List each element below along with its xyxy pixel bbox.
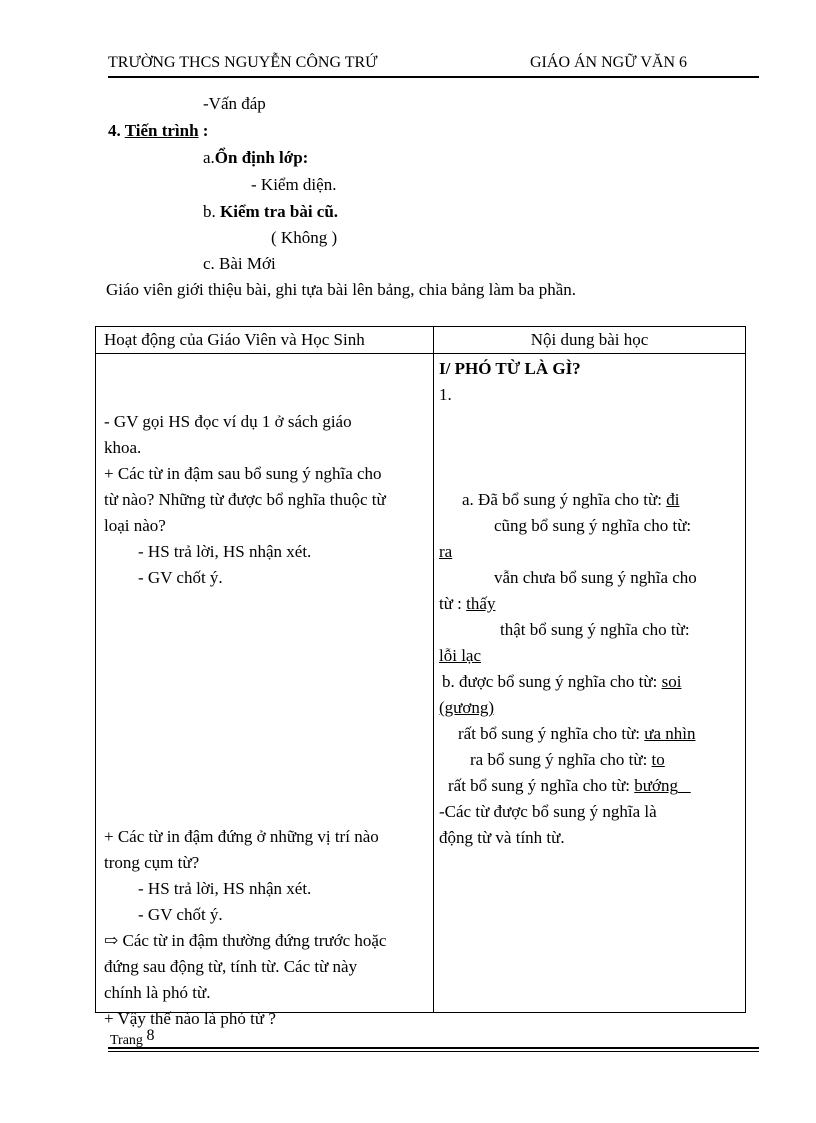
page-label: Trang [110, 1033, 147, 1048]
page-number: 8 [146, 1027, 155, 1044]
left-column-header: Hoạt động của Giáo Viên và Học Sinh [104, 330, 365, 349]
left-line-text: Các từ in đậm thường đứng trước hoặc [118, 931, 387, 950]
header-school: TRƯỜNG THCS NGUYỄN CÔNG TRỨ [108, 54, 378, 71]
step-a-sub: - Kiểm diện. [251, 175, 337, 194]
method-line: -Vấn đáp [203, 94, 266, 113]
right-line: -Các từ được bổ sung ý nghĩa là [439, 802, 657, 821]
footer-rule [108, 1047, 759, 1049]
header-subject: GIÁO ÁN NGỮ VĂN 6 [530, 54, 687, 71]
right-line: thật bổ sung ý nghĩa cho từ: [500, 620, 690, 639]
left-line: - HS trả lời, HS nhận xét. [138, 879, 312, 898]
lesson-table [95, 326, 746, 1028]
left-line: + Vậy thế nào là phó từ ? [104, 1009, 276, 1028]
underlined-word: thấy [466, 594, 496, 613]
section-number: 4. [108, 121, 125, 140]
step-a-text: Ổn định lớp: [214, 148, 309, 167]
left-line: - HS trả lời, HS nhận xét. [138, 542, 312, 561]
left-line: - GV chốt ý. [138, 905, 223, 924]
right-line [442, 672, 681, 692]
step-b-sub: ( Không ) [271, 228, 338, 247]
right-line [458, 724, 696, 744]
header-rule [108, 76, 759, 78]
section-heading [108, 121, 208, 141]
right-text: rất bổ sung ý nghĩa cho từ: [448, 776, 635, 795]
underlined-word: ra [439, 542, 453, 561]
underlined-word: ưa nhìn [644, 724, 696, 743]
left-line: - GV chốt ý. [138, 568, 223, 587]
step-b-prefix: b. [203, 202, 220, 221]
right-text: ra bổ sung ý nghĩa cho từ: [470, 750, 652, 769]
right-line: 1. [439, 385, 452, 404]
section-title: Tiến trình [124, 121, 199, 140]
underlined-word: soi [661, 672, 682, 691]
left-line: khoa. [104, 438, 142, 457]
underlined-word: bướng [634, 776, 678, 795]
left-content-cell [96, 354, 434, 1028]
footer-rule-thin [108, 1051, 759, 1052]
underlined-word: (gương) [439, 698, 495, 717]
left-line: đứng sau động từ, tính từ. Các từ này [104, 957, 358, 976]
underlined-word: lỗi lạc [439, 646, 482, 665]
step-b [203, 202, 338, 222]
right-line [448, 776, 691, 796]
right-text: từ : [439, 594, 467, 613]
step-a-prefix: a. [203, 148, 215, 167]
right-text: a. Đã bổ sung ý nghĩa cho từ: [462, 490, 667, 509]
right-text: b. được bổ sung ý nghĩa cho từ: [442, 672, 662, 691]
section-heading-photu: I/ PHÓ TỪ LÀ GÌ? [439, 359, 581, 378]
right-header-cell [434, 327, 746, 354]
section-colon: : [198, 121, 209, 140]
right-line [462, 490, 679, 510]
right-line: động từ và tính từ. [439, 828, 565, 847]
right-line: cũng bổ sung ý nghĩa cho từ: [494, 516, 692, 535]
underlined-word: to [651, 750, 665, 769]
underlined-word: đi [666, 490, 680, 509]
step-b-text: Kiểm tra bài cũ. [220, 202, 339, 221]
arrow-right-icon: ⇨ [104, 931, 119, 950]
right-content-cell [434, 354, 746, 1013]
left-line: - GV gọi HS đọc ví dụ 1 ở sách giáo [104, 412, 352, 431]
left-line: trong cụm từ? [104, 853, 200, 872]
left-line [104, 931, 386, 951]
step-c: c. Bài Mới [203, 254, 276, 273]
left-line: + Các từ in đậm đứng ở những vị trí nào [104, 827, 379, 846]
right-line [439, 594, 495, 614]
left-line: chính là phó từ. [104, 983, 211, 1002]
teacher-intro: Giáo viên giới thiệu bài, ghi tựa bài lên bảng, chia bảng làm ba phần. [106, 280, 576, 299]
left-header-cell [96, 327, 434, 354]
left-line: loại nào? [104, 516, 166, 535]
right-line [470, 750, 665, 770]
right-column-header: Nội dung bài học [530, 330, 649, 349]
left-line: từ nào? Những từ được bổ nghĩa thuộc từ [104, 490, 386, 509]
right-text: rất bổ sung ý nghĩa cho từ: [458, 724, 645, 743]
left-line: + Các từ in đậm sau bổ sung ý nghĩa cho [104, 464, 382, 483]
step-a [203, 148, 308, 168]
right-line: vẫn chưa bổ sung ý nghĩa cho [494, 568, 697, 587]
